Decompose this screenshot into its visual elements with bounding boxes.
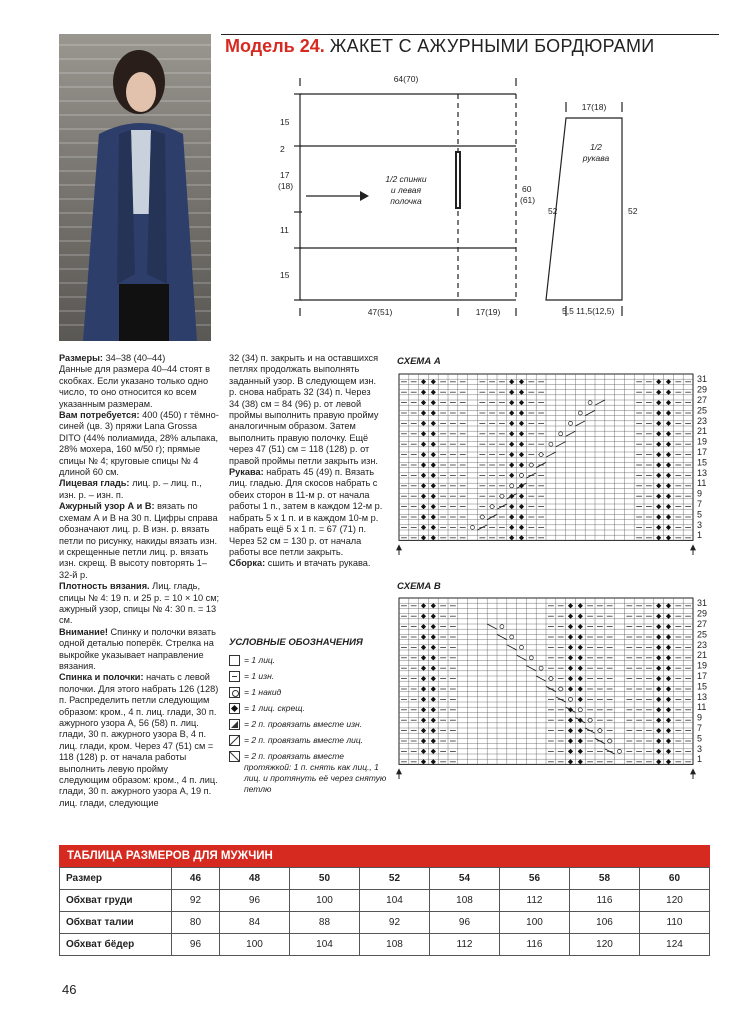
yarnover-mark xyxy=(588,401,592,405)
schema-b-row-number: 11 xyxy=(697,702,707,713)
back-label: Спинка и полочки: xyxy=(59,672,144,683)
schema-a-row-number: 13 xyxy=(697,467,708,478)
yarnover-symbol-icon xyxy=(229,687,240,698)
yarnover-mark xyxy=(539,666,543,670)
sizes-note: Данные для размера 40–44 стоят в скобках. Если указано только одно число, то оно относится ко всем указанным размерам. xyxy=(59,364,211,409)
schema-b-row-number: 19 xyxy=(697,660,708,671)
body-pattern-diagram xyxy=(276,70,546,320)
body-dim-2: 2 xyxy=(280,144,285,154)
yarnover-mark xyxy=(480,515,484,519)
body-bottom-right: 17(19) xyxy=(475,307,501,317)
page-number: 46 xyxy=(62,982,77,997)
end-arrow-icon xyxy=(690,544,696,550)
materials-value: 400 (450) г тёмно-синей (цв. 3) пряжи Lana Grossa DITO (44% полиамида, 28% альпака, 28% мохера, 160 м/50 г); прямые спицы № 4; круговые спицы № 4 длиной 60 см. xyxy=(59,410,219,478)
legend-item-k2tog: = 2 п. провязать вместе лиц. xyxy=(229,735,363,746)
schema-b-title: СХЕМА В xyxy=(397,581,441,592)
yarnover-mark xyxy=(578,708,582,712)
assembly-label: Сборка: xyxy=(229,558,266,569)
legend-item-ssk: = 2 п. провязать вместе протяжкой: 1 п. снять как лиц., 1 лиц. и протянуть её через снятую петлю xyxy=(229,751,389,795)
body-bottom-left: 47(51) xyxy=(367,307,393,317)
size-table xyxy=(59,867,710,956)
body-dim-1: 15 xyxy=(280,117,290,127)
back-value: начать с левой полочки. Для этого набрать 126 (128) п. Распределить петли следующим образом: кром., 4 п. лиц. глади, 30 п. ажурного узора А, 56 (58) п. лиц. глади, 30 п. ажурного узора В, 4 п. лиц. глади, кром. Через 47 (51) см = 118 (128) р. от начала работы выполнить левую пройму следующим образом: кром., 4 п. лиц. глади, 30 п. ажурного узора А, 19 п. лиц. глади, следующие xyxy=(59,672,219,808)
ssk-symbol-icon xyxy=(229,751,240,762)
body-right-dim-1: 60 xyxy=(522,184,532,194)
body-label-2: и левая xyxy=(390,185,422,195)
schema-b-row-number: 25 xyxy=(697,629,708,640)
body-dim-5: 11 xyxy=(280,225,289,235)
model-name: ЖАКЕТ С АЖУРНЫМИ БОРДЮРАМИ xyxy=(329,36,655,56)
schema-b-row-number: 3 xyxy=(697,743,703,754)
continuation-text: 32 (34) п. закрыть и на оставшихся петлях продолжать выполнять заданный узор. В следующем изн. р. снова набрать 32 (34) п. Через 34 (38) см = 84 (96) р. от левой проймы выполнить правую пройму аналогичным образом. Затем выполнить правую полочку. Ещё через 47 (51) см = 118 (128) р. от правой проймы петли закрыть изн. xyxy=(229,353,379,466)
twisted-knit-symbol-icon xyxy=(229,703,240,714)
schema-b-row-number: 31 xyxy=(697,598,708,609)
sleeve-pattern-diagram xyxy=(540,98,650,323)
title-rule xyxy=(221,34,719,35)
attention-label: Внимание! xyxy=(59,626,108,637)
legend-item-yarnover: = 1 накид xyxy=(229,687,281,698)
schema-a-row-number: 5 xyxy=(697,509,703,520)
k2tog-symbol-icon xyxy=(229,735,240,746)
yarnover-mark xyxy=(529,463,533,467)
yarnover-mark xyxy=(520,645,524,649)
lace-value: вязать по схемам А и В на 30 п. Цифры справа обозначают лиц. р. В изн. р. вязать петли по рисунку, накиды вязать изн. и скрещенные петли лиц. р. вязать изн. скрещ. В высоту повторять 1–32-й р. xyxy=(59,501,218,580)
table-row: Обхват бёдер 96 100 104 108 112 116 120 124 xyxy=(60,934,710,956)
yarnover-mark xyxy=(520,473,524,477)
sizes-label: Размеры: xyxy=(59,353,103,363)
model-photo xyxy=(59,34,211,341)
body-label-1: 1/2 спинки xyxy=(385,174,427,184)
yarnover-mark xyxy=(598,729,602,733)
density-label: Плотность вязания. xyxy=(59,581,150,592)
purl-symbol-icon xyxy=(229,671,240,682)
yarnover-mark xyxy=(529,656,533,660)
schema-b-row-number: 7 xyxy=(697,723,703,733)
legend-title: УСЛОВНЫЕ ОБОЗНАЧЕНИЯ xyxy=(229,637,363,648)
yarnover-mark xyxy=(500,625,504,629)
legend-item-purl: = 1 изн. xyxy=(229,671,274,682)
density-value: Лиц. гладь, спицы № 4: 19 п. и 25 р. = 10 × 10 см; ажурный узор, спицы № 4: 30 п. = 13 см. xyxy=(59,581,220,626)
schema-a-row-number: 15 xyxy=(697,457,708,468)
schema-a-row-number: 11 xyxy=(697,478,707,489)
schema-a-row-number: 3 xyxy=(697,519,703,530)
yarnover-mark xyxy=(608,739,612,743)
materials-label: Вам потребуется: xyxy=(59,410,140,421)
schema-b-row-number: 17 xyxy=(697,671,708,681)
schema-b-row-number: 27 xyxy=(697,619,708,629)
size-table-title: ТАБЛИЦА РАЗМЕРОВ ДЛЯ МУЖЧИН xyxy=(59,845,710,867)
legend-item-knit: = 1 лиц. xyxy=(229,655,275,666)
yarnover-mark xyxy=(559,432,563,436)
schema-b-row-number: 29 xyxy=(697,608,708,619)
body-top-width: 64(70) xyxy=(393,74,419,84)
body-dim-3: 17 xyxy=(280,170,290,180)
knit-symbol-icon xyxy=(229,655,240,666)
sleeve-label-1: 1/2 xyxy=(590,142,602,152)
yarnover-mark xyxy=(559,687,563,691)
schema-a-row-number: 23 xyxy=(697,415,708,426)
yarnover-mark xyxy=(578,411,582,415)
schema-b-row-number: 21 xyxy=(697,650,708,661)
body-right-dim-2: (61) xyxy=(520,195,536,205)
yarnover-mark xyxy=(549,442,553,446)
schema-a-row-number: 9 xyxy=(697,488,703,499)
model-figure xyxy=(59,34,211,341)
instructions-column-1 xyxy=(59,353,220,809)
p2tog-symbol-icon xyxy=(229,719,240,730)
yarnover-mark xyxy=(588,718,592,722)
assembly-value: сшить и втачать рукава. xyxy=(267,558,371,569)
schema-a-chart xyxy=(393,370,723,555)
legend-item-twisted: = 1 лиц. скрещ. xyxy=(229,703,305,714)
sleeve-top-width: 17(18) xyxy=(581,102,607,112)
schema-b-row-number: 15 xyxy=(697,681,708,692)
schema-b-row-number: 23 xyxy=(697,639,708,650)
start-arrow-icon xyxy=(396,544,402,550)
body-label-3: полочка xyxy=(390,196,422,206)
stitch-value: лиц. р. – лиц. п., изн. р. – изн. п. xyxy=(59,478,202,500)
schema-a-row-number: 1 xyxy=(697,530,703,541)
schema-b-row-number: 5 xyxy=(697,733,703,744)
sleeve-label-2: рукава xyxy=(582,153,610,163)
schema-a-row-number: 17 xyxy=(697,447,708,457)
body-dim-6: 15 xyxy=(280,270,290,280)
schema-b-row-number: 13 xyxy=(697,691,708,702)
stitch-label: Лицевая гладь: xyxy=(59,478,130,489)
schema-b-chart xyxy=(393,594,723,779)
sleeve-label: Рукава: xyxy=(229,467,264,478)
schema-a-row-number: 27 xyxy=(697,395,708,405)
schema-a-row-number: 29 xyxy=(697,384,708,395)
yarnover-mark xyxy=(510,635,514,639)
table-header-row: Размер 46 48 50 52 54 56 58 60 xyxy=(60,868,710,890)
yarnover-mark xyxy=(510,484,514,488)
sleeve-right-height: 52 xyxy=(628,206,638,216)
lace-label: Ажурный узор А и В: xyxy=(59,501,155,512)
yarnover-mark xyxy=(490,505,494,509)
start-arrow-icon xyxy=(396,768,402,774)
yarnover-mark xyxy=(618,749,622,753)
end-arrow-icon xyxy=(690,768,696,774)
yarnover-mark xyxy=(539,453,543,457)
table-row: Обхват талии 80 84 88 92 96 100 106 110 xyxy=(60,912,710,934)
table-row: Обхват груди 92 96 100 104 108 112 116 120 xyxy=(60,890,710,912)
schema-a-title: СХЕМА А xyxy=(397,356,441,367)
schema-a-row-number: 31 xyxy=(697,374,708,385)
schema-b-row-number: 9 xyxy=(697,712,703,723)
schema-a-row-number: 25 xyxy=(697,405,708,416)
schema-a-row-number: 19 xyxy=(697,436,708,447)
sleeve-left-height: 52 xyxy=(548,206,558,216)
sleeve-value: набрать 45 (49) п. Вязать лиц. гладью. Для скосов набрать с обеих сторон в 11-м р. от начала работы 1 п., затем в каждом 12-м р. набрать 5 х 1 п. и в каждом 10-м р. набрать ещё 5 х 1 п. = 67 (71) п. Через 52 см = 130 р. от начала работы все петли закрыть. xyxy=(229,467,383,557)
yarnover-mark xyxy=(569,697,573,701)
instructions-column-2 xyxy=(229,353,383,570)
yarnover-mark xyxy=(471,525,475,529)
yarnover-mark xyxy=(549,677,553,681)
yarnover-mark xyxy=(569,421,573,425)
page-title xyxy=(225,36,655,57)
body-dim-4: (18) xyxy=(278,181,294,191)
yarnover-mark xyxy=(500,494,504,498)
attention-value: Спинку и полочки вязать одной деталью поперёк. Стрелка на выкройке указывает направление вязания. xyxy=(59,626,216,671)
schema-a-row-number: 21 xyxy=(697,426,708,437)
schema-b-row-number: 1 xyxy=(697,754,703,765)
sizes-value: 34–38 (40–44) xyxy=(105,353,166,363)
sleeve-bottom-dims: 5,5 11,5(12,5) xyxy=(562,306,615,316)
legend-item-p2tog: = 2 п. провязать вместе изн. xyxy=(229,719,362,730)
schema-a-row-number: 7 xyxy=(697,499,703,509)
model-number: Модель 24. xyxy=(225,36,325,56)
